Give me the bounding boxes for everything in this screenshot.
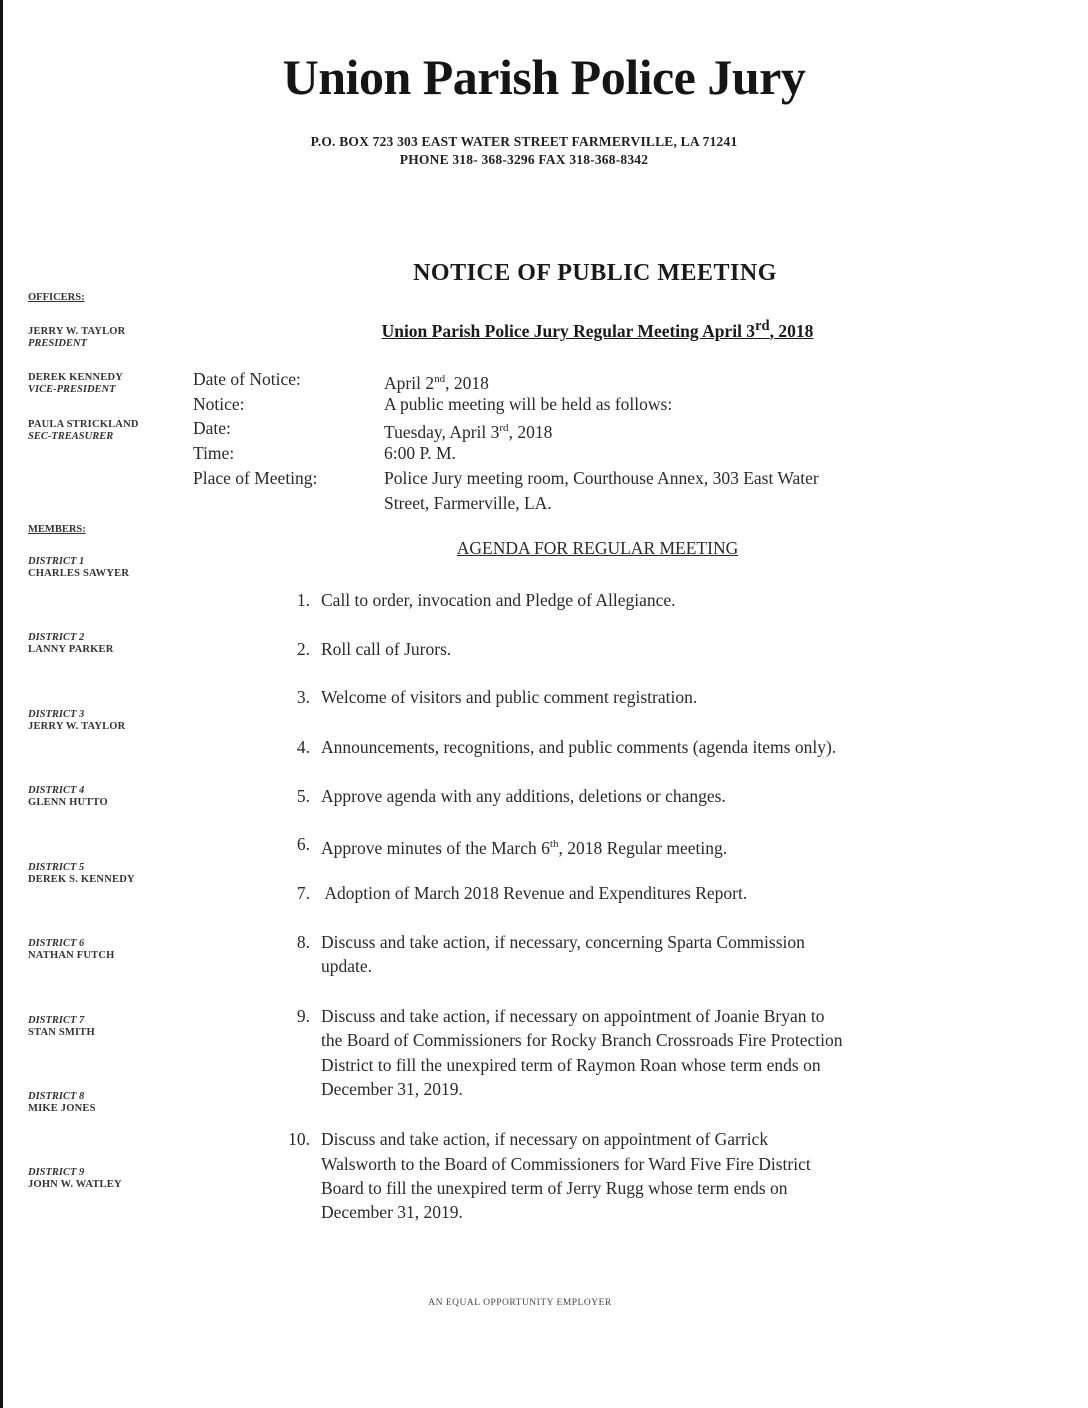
agenda-item-text: Discuss and take action, if necessary on appointment of Garrick (321, 1129, 769, 1149)
agenda-item-text: Board to fill the unexpired term of Jerry Rugg whose term ends on (321, 1178, 788, 1198)
agenda-item-number: 7. (296, 883, 310, 903)
date-of-notice-value: April 2nd, 2018 (384, 372, 489, 393)
agenda-item-text: Call to order, invocation and Pledge of Allegiance. (321, 590, 676, 610)
agenda-item-text: Approve minutes of the March 6th, 2018 Regular meeting. (321, 837, 728, 858)
member-district: DISTRICT 8 (28, 1091, 85, 1102)
notice-value: A public meeting will be held as follows: (384, 394, 673, 414)
officer-role: VICE-PRESIDENT (28, 384, 116, 395)
date-value: Tuesday, April 3rd, 2018 (384, 421, 553, 442)
member-district: DISTRICT 1 (28, 556, 85, 567)
address-line: P.O. BOX 723 303 EAST WATER STREET FARMERVILLE, LA 71241 (310, 134, 738, 149)
officer-role: PRESIDENT (28, 338, 87, 349)
agenda-item-text: December 31, 2019. (321, 1202, 463, 1222)
member-district: DISTRICT 5 (28, 862, 85, 873)
agenda-item-text: Approve agenda with any additions, deletions or changes. (321, 786, 726, 806)
footer-eoe: AN EQUAL OPPORTUNITY EMPLOYER (428, 1298, 612, 1308)
member-name: NATHAN FUTCH (28, 950, 115, 961)
place-value-line: Street, Farmerville, LA. (384, 493, 552, 513)
agenda-item-text: Roll call of Jurors. (321, 639, 452, 659)
agenda-item-number: 8. (296, 932, 310, 952)
officer-name: DEREK KENNEDY (28, 372, 124, 383)
agenda-item-text: December 31, 2019. (321, 1079, 463, 1099)
agenda-item-number: 3. (296, 687, 310, 707)
member-name: DEREK S. KENNEDY (28, 874, 135, 885)
agenda-item-number: 2. (296, 639, 310, 659)
place-label: Place of Meeting: (193, 468, 318, 488)
member-district: DISTRICT 4 (28, 785, 85, 796)
agenda-item-number: 1. (296, 590, 310, 610)
org-name: Union Parish Police Jury (282, 49, 806, 105)
officer-name: JERRY W. TAYLOR (28, 326, 126, 337)
agenda-item-text: Welcome of visitors and public comment registration. (321, 687, 698, 707)
agenda-item-text: Discuss and take action, if necessary on appointment of Joanie Bryan to (321, 1006, 825, 1026)
members-heading: MEMBERS: (28, 524, 86, 535)
officers-heading: OFFICERS: (28, 292, 85, 303)
agenda-item-number: 6. (296, 834, 310, 854)
agenda-item-text: Announcements, recognitions, and public comments (agenda items only). (321, 737, 837, 757)
notice-label: Notice: (193, 394, 245, 414)
agenda-item-number: 9. (296, 1006, 310, 1026)
member-name: GLENN HUTTO (28, 797, 108, 808)
agenda-item-text: the Board of Commissioners for Rocky Branch Crossroads Fire Protection (321, 1030, 843, 1050)
phone-fax-line: PHONE 318- 368-3296 FAX 318-368-8342 (399, 152, 649, 167)
member-district: DISTRICT 3 (28, 709, 85, 720)
agenda-item-text: update. (321, 956, 373, 976)
meeting-title: Union Parish Police Jury Regular Meeting April 3rd, 2018 (381, 318, 814, 341)
time-label: Time: (193, 443, 235, 463)
place-value-line: Police Jury meeting room, Courthouse Annex, 303 East Water (384, 468, 819, 488)
officer-role: SEC-TREASURER (28, 431, 114, 442)
notice-title: NOTICE OF PUBLIC MEETING (413, 260, 777, 286)
member-district: DISTRICT 2 (28, 632, 85, 643)
member-name: CHARLES SAWYER (28, 568, 130, 579)
member-name: LANNY PARKER (28, 644, 114, 655)
agenda-item-number: 5. (296, 786, 310, 806)
member-name: JERRY W. TAYLOR (28, 721, 126, 732)
agenda-item-text: Adoption of March 2018 Revenue and Expenditures Report. (321, 883, 748, 903)
member-district: DISTRICT 7 (28, 1015, 85, 1026)
agenda-item-text: Discuss and take action, if necessary, concerning Sparta Commission (321, 932, 805, 952)
member-district: DISTRICT 9 (28, 1167, 85, 1178)
agenda-item-number: 10. (288, 1129, 310, 1149)
agenda-item-number: 4. (296, 737, 310, 757)
agenda-heading: AGENDA FOR REGULAR MEETING (456, 538, 739, 558)
date-of-notice-label: Date of Notice: (193, 369, 301, 389)
scan-edge (0, 0, 3, 1408)
time-value: 6:00 P. M. (384, 443, 456, 463)
agenda-item-text: Walsworth to the Board of Commissioners for Ward Five Fire District (321, 1154, 811, 1174)
agenda-item-text: District to fill the unexpired term of Raymon Roan whose term ends on (321, 1055, 821, 1075)
member-name: JOHN W. WATLEY (28, 1179, 122, 1190)
member-name: STAN SMITH (28, 1027, 95, 1038)
member-name: MIKE JONES (28, 1103, 96, 1114)
officer-name: PAULA STRICKLAND (28, 419, 139, 430)
member-district: DISTRICT 6 (28, 938, 85, 949)
date-label: Date: (193, 418, 231, 438)
